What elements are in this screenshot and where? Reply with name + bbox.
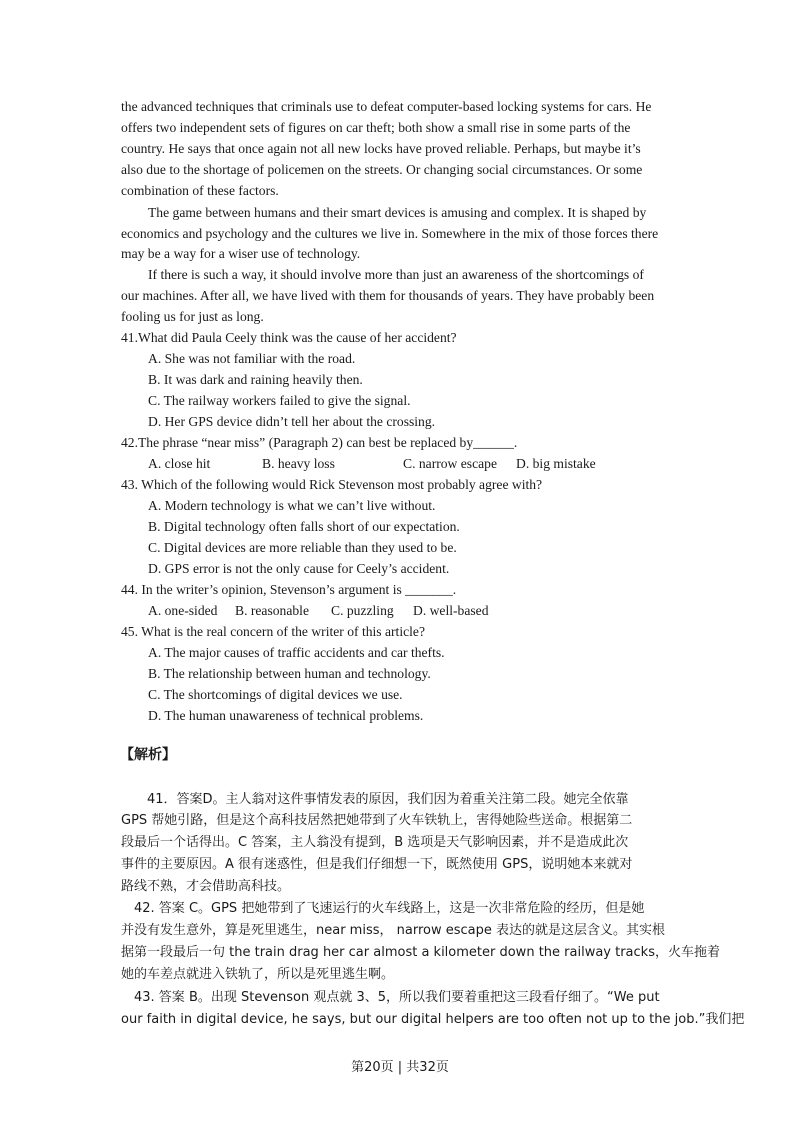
question-option: C. puzzling xyxy=(331,603,394,618)
analysis-line: 路线不熟，才会借助高科技。 xyxy=(121,879,291,894)
analysis-heading: 【解析】 xyxy=(120,747,176,763)
page-footer: 第20页 | 共32页 xyxy=(351,1060,449,1075)
analysis-line: 她的车差点就进入铁轨了，所以是死里逃生啊。 xyxy=(121,967,395,982)
question-option: A. close hit xyxy=(148,456,211,471)
question-stem: 44. In the writer’s opinion, Stevenson’s argument is _______. xyxy=(121,582,457,597)
analysis-line: 43. 答案 B。出现 Stevenson 观点就 3、5，所以我们要着重把这三段看仔细了。“We put xyxy=(134,990,660,1005)
analysis-line: 事件的主要原因。A 很有迷惑性，但是我们仔细想一下，既然使用 GPS，说明她本来就对 xyxy=(121,857,633,872)
analysis-line: 42. 答案 C。GPS 把她带到了飞速运行的火车线路上，这是一次非常危险的经历，但是她 xyxy=(134,901,645,916)
question-option: C. The shortcomings of digital devices we use. xyxy=(148,687,403,702)
question-option: B. The relationship between human and technology. xyxy=(148,666,431,681)
question-stem: 42.The phrase “near miss” (Paragraph 2) can best be replaced by______. xyxy=(121,435,518,450)
question-option: A. one-sided xyxy=(148,603,218,618)
question-option: B. heavy loss xyxy=(262,456,335,471)
question-stem: 41.What did Paula Ceely think was the cause of her accident? xyxy=(121,330,457,345)
question-option: D. big mistake xyxy=(516,456,596,471)
question-option: C. Digital devices are more reliable than they used to be. xyxy=(148,540,457,555)
passage-line: fooling us for just as long. xyxy=(121,309,264,324)
analysis-line: 据第一段最后一句 the train drag her car almost a kilometer down the railway tracks，火车拖着 xyxy=(121,945,720,960)
analysis-line: 41．答案D。主人翁对这件事情发表的原因，我们因为着重关注第二段。她完全依靠 xyxy=(147,792,629,807)
passage-line: the advanced techniques that criminals use to defeat computer-based locking systems for cars. He xyxy=(121,99,652,114)
passage-line: country. He says that once again not all new locks have proved reliable. Perhaps, but maybe it’s xyxy=(121,141,641,156)
question-option: D. well-based xyxy=(413,603,489,618)
question-option: A. Modern technology is what we can’t live without. xyxy=(148,498,436,513)
passage-line: combination of these factors. xyxy=(121,183,279,198)
question-option: D. GPS error is not the only cause for Ceely’s accident. xyxy=(148,561,450,576)
question-option: B. reasonable xyxy=(235,603,309,618)
question-option: B. Digital technology often falls short of our expectation. xyxy=(148,519,460,534)
analysis-line: 段最后一个话得出。C 答案，主人翁没有提到，B 选项是天气影响因素，并不是造成此次 xyxy=(121,835,629,850)
passage-line: may be a way for a wiser use of technology. xyxy=(121,246,361,261)
passage-line: our machines. After all, we have lived with them for thousands of years. They have probably been xyxy=(121,288,655,303)
question-option: C. narrow escape xyxy=(403,456,497,471)
passage-line: also due to the shortage of policemen on the streets. Or changing social circumstances. Or some xyxy=(121,162,643,177)
passage-line: If there is such a way, it should involve more than just an awareness of the shortcomings of xyxy=(148,267,644,282)
passage-line: The game between humans and their smart devices is amusing and complex. It is shaped by xyxy=(148,205,647,220)
question-option: B. It was dark and raining heavily then. xyxy=(148,372,363,387)
question-option: A. The major causes of traffic accidents and car thefts. xyxy=(148,645,445,660)
question-option: D. The human unawareness of technical problems. xyxy=(148,708,424,723)
passage-line: economics and psychology and the cultures we live in. Somewhere in the mix of those forces there xyxy=(121,226,659,241)
question-stem: 45. What is the real concern of the writer of this article? xyxy=(121,624,425,639)
question-option: D. Her GPS device didn’t tell her about the crossing. xyxy=(148,414,436,429)
analysis-line: GPS 帮她引路，但是这个高科技居然把她带到了火车铁轨上，害得她险些送命。根据第二 xyxy=(121,813,633,828)
question-option: A. She was not familiar with the road. xyxy=(148,351,356,366)
passage-line: offers two independent sets of figures on car theft; both show a small rise in some parts of the xyxy=(121,120,631,135)
question-option: C. The railway workers failed to give the signal. xyxy=(148,393,411,408)
question-stem: 43. Which of the following would Rick Stevenson most probably agree with? xyxy=(121,477,543,492)
analysis-line: 并没有发生意外，算是死里逃生，near miss， narrow escape 表达的就是这层含义。其实根 xyxy=(121,923,666,938)
analysis-line: our faith in digital device, he says, but our digital helpers are too often not up to the job.”我们把 xyxy=(121,1012,745,1027)
